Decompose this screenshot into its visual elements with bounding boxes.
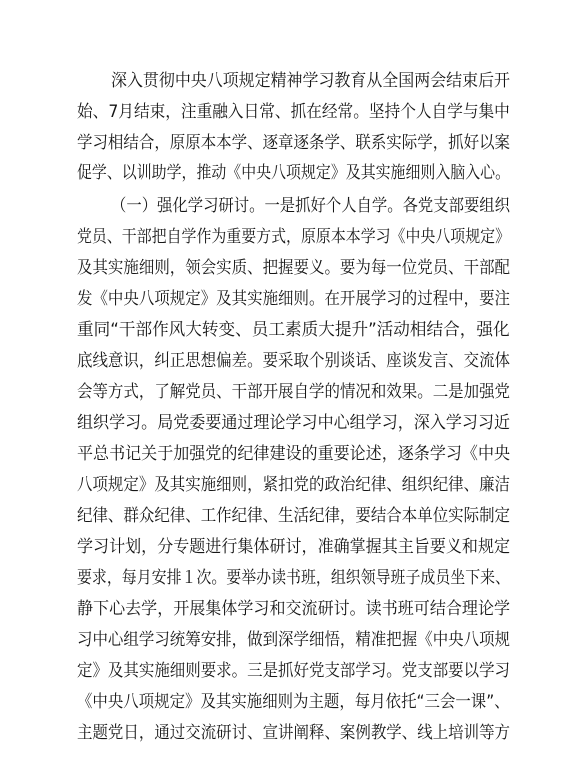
paragraph-2-line-5: 重同“干部作风大转变、员工素质大提升”活动相结合，强化	[77, 320, 510, 340]
paragraph-2-line-13: 要求，每月安排１次。要举办读书班，组织领导班子成员坐下来、	[77, 568, 511, 588]
paragraph-2-line-10: 八项规定》及其实施细则，紧扣党的政治纪律、组织纪律、廉洁	[77, 475, 511, 495]
paragraph-2-line-15: 习中心组学习统筹安排，做到深学细悟，精准把握《中央八项规	[77, 630, 511, 650]
paragraph-2-line-16: 定》及其实施细则要求。三是抓好党支部学习。党支部要以学习	[77, 661, 511, 681]
paragraph-2-line-9: 平总书记关于加强党的纪律建设的重要论述，逐条学习《中央	[77, 444, 511, 464]
paragraph-2-line-4: 发《中央八项规定》及其实施细则。在开展学习的过程中，要注	[77, 289, 511, 309]
paragraph-2-line-6: 底线意识，纠正思想偏差。要采取个别谈话、座谈发言、交流体	[77, 351, 511, 371]
paragraph-2-line-8: 组织学习。局党委要通过理论学习中心组学习，深入学习习近	[77, 413, 511, 433]
paragraph-2-line-12: 学习计划，分专题进行集体研讨，准确掌握其主旨要义和规定	[77, 537, 511, 557]
paragraph-1-line-2: 始、7月结束，注重融入日常、抓在经常。坚持个人自学与集中	[77, 102, 510, 122]
paragraph-1-line-1: 深入贯彻中央八项规定精神学习教育从全国两会结束后开	[111, 71, 510, 91]
paragraph-2-line-17: 《中央八项规定》及其实施细则为主题，每月依托“三会一课”、	[77, 692, 510, 712]
paragraph-2-line-1: （一）强化学习研讨。一是抓好个人自学。各党支部要组织	[111, 196, 510, 216]
paragraph-2-line-2: 党员、干部把自学作为重要方式，原原本本学习《中央八项规定》	[77, 227, 511, 247]
paragraph-2-line-3: 及其实施细则，领会实质、把握要义。要为每一位党员、干部配	[77, 258, 511, 278]
paragraph-2-line-14: 静下心去学，开展集体学习和交流研讨。读书班可结合理论学	[77, 599, 511, 619]
paragraph-2-line-11: 纪律、群众纪律、工作纪律、生活纪律，要结合本单位实际制定	[77, 506, 511, 526]
paragraph-1-line-3: 学习相结合，原原本本学、逐章逐条学、联系实际学，抓好以案	[77, 133, 511, 153]
paragraph-2-line-18: 主题党日，通过交流研讨、宣讲阐释、案例教学、线上培训等方	[77, 723, 511, 743]
paragraph-1-line-4: 促学、以训助学，推动《中央八项规定》及其实施细则入脑入心。	[77, 163, 511, 183]
paragraph-2-line-7: 会等方式，了解党员、干部开展自学的情况和效果。二是加强党	[77, 382, 511, 402]
